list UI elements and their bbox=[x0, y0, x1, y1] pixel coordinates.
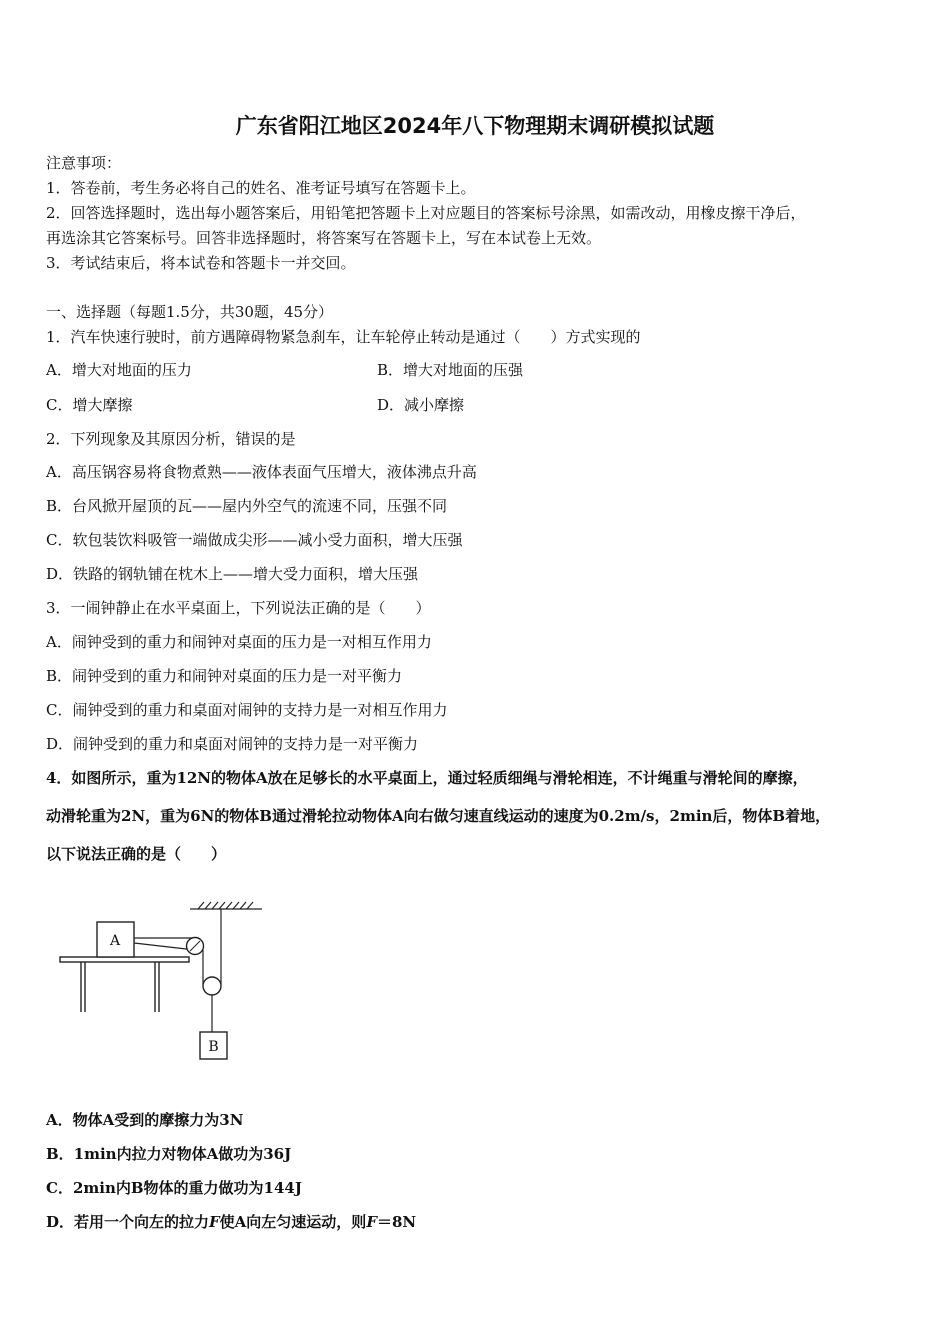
section-heading: 一、选择题（每题1.5分，共30题，45分） bbox=[46, 303, 334, 321]
q3-option-c: C．闹钟受到的重力和桌面对闹钟的支持力是一对相互作用力 bbox=[46, 701, 448, 719]
q2-option-c: C．软包装饮料吸管一端做成尖形——减小受力面积，增大压强 bbox=[46, 531, 463, 549]
block-b-label: B bbox=[208, 1039, 219, 1055]
page-title: 广东省阳江地区2024年八下物理期末调研模拟试题 bbox=[235, 114, 715, 138]
q2-option-d: D．铁路的钢轨铺在枕木上——增大受力面积，增大压强 bbox=[46, 565, 419, 583]
q4-stem-line-1: 4．如图所示，重为12N的物体A放在足够长的水平桌面上，通过轻质细绳与滑轮相连，不计绳重与滑轮间的摩擦， bbox=[46, 769, 808, 787]
notice-item-2: 2．回答选择题时，选出每小题答案后，用铅笔把答题卡上对应题目的答案标号涂黑，如需改动，用橡皮擦干净后， bbox=[46, 204, 806, 222]
q4-stem-line-2: 动滑轮重为2N，重为6N的物体B通过滑轮拉动物体A向右做匀速直线运动的速度为0.2m/s，2min后，物体B着地， bbox=[46, 807, 831, 825]
q4-option-c: C．2min内B物体的重力做功为144J bbox=[46, 1179, 302, 1197]
q3-option-b: B．闹钟受到的重力和闹钟对桌面的压力是一对平衡力 bbox=[46, 667, 403, 685]
rope bbox=[134, 909, 221, 1032]
q2-option-b: B．台风掀开屋顶的瓦——屋内外空气的流速不同，压强不同 bbox=[46, 497, 448, 515]
q1-stem: 1．汽车快速行驶时，前方遇障碍物紧急刹车，让车轮停止转动是通过（ ）方式实现的 bbox=[46, 328, 641, 346]
q4-option-d bbox=[46, 1211, 416, 1232]
movable-pulley bbox=[203, 977, 221, 995]
force-symbol: F bbox=[366, 1213, 377, 1231]
ceiling-support bbox=[190, 902, 262, 909]
q4-option-b: B．1min内拉力对物体A做功为36J bbox=[46, 1145, 292, 1163]
q3-option-a: A．闹钟受到的重力和闹钟对桌面的压力是一对相互作用力 bbox=[46, 633, 432, 651]
table bbox=[60, 957, 189, 1012]
force-symbol: F bbox=[209, 1213, 220, 1231]
q4-option-d-middle: 使A向左匀速运动，则 bbox=[219, 1213, 367, 1231]
q3-stem: 3．一闹钟静止在水平桌面上，下列说法正确的是（ ） bbox=[46, 599, 431, 617]
block-a-label: A bbox=[109, 933, 121, 949]
q2-option-a: A．高压锅容易将食物煮熟——液体表面气压增大，液体沸点升高 bbox=[46, 463, 477, 481]
q4-stem-line-3: 以下说法正确的是（ ） bbox=[46, 845, 227, 863]
q4-option-d-prefix: D．若用一个向左的拉力 bbox=[46, 1213, 210, 1231]
q3-option-d: D．闹钟受到的重力和桌面对闹钟的支持力是一对平衡力 bbox=[46, 735, 419, 753]
notice-item-3: 3．考试结束后，将本试卷和答题卡一并交回。 bbox=[46, 254, 356, 272]
q2-stem: 2．下列现象及其原因分析，错误的是 bbox=[46, 430, 296, 448]
q4-option-d-suffix: ＝8N bbox=[376, 1213, 417, 1231]
notice-heading: 注意事项： bbox=[46, 154, 122, 172]
q1-option-d: D．减小摩擦 bbox=[377, 396, 465, 414]
q1-option-a: A．增大对地面的压力 bbox=[46, 361, 192, 379]
notice-item-1: 1．答卷前，考生务必将自己的姓名、准考证号填写在答题卡上。 bbox=[46, 179, 476, 197]
q1-option-b: B．增大对地面的压强 bbox=[377, 361, 524, 379]
pulley-diagram bbox=[55, 900, 285, 1070]
notice-item-2-cont: 再选涂其它答案标号。回答非选择题时，将答案写在答题卡上，写在本试卷上无效。 bbox=[46, 229, 602, 247]
q4-option-a: A．物体A受到的摩擦力为3N bbox=[46, 1111, 244, 1129]
q1-option-c: C．增大摩擦 bbox=[46, 396, 133, 414]
